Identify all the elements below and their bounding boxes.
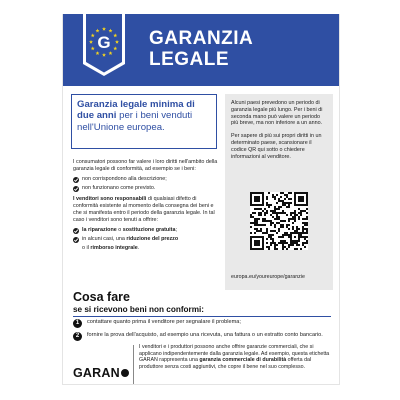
bullet-text [82,227,177,234]
logo-mark-icon [121,369,129,377]
seller-rest: di qualsiasi difetto di conformità esistente al momento della consegna dei beni e che si manifesta entro il periodo della garanzia legale. In tal caso i venditori sono tenuti a offrire: [73,196,215,223]
longer-period-paragraph: Alcuni paesi prevedono un periodo di garanzia legale più lungo. Per i beni di seconda mano può valere un periodo più breve, ma non inferiore a un anno. [231,100,323,127]
seller-paragraph [73,196,219,224]
bullet-text [82,245,139,252]
bullet-bold: riduzione del prezzo [126,236,179,242]
list-item [73,332,331,341]
check-icon [73,186,79,192]
intro-box [71,94,217,149]
list-item [73,185,219,192]
garan-logo [73,366,129,384]
bullet-mid: o [116,227,123,233]
footer-text-bold: garanzia commerciale di durabilità [199,357,287,364]
logo-text: GARAN [73,366,120,380]
step-text: fornire la prova dell'acquisto, ad esempio una ricevuta, una fattura o un estratto conto bancario. [87,332,323,338]
seller-lead: I venditori sono responsabili [73,196,147,202]
footer-text-a: I venditori e i produttori possono anche offrire garanzie commerciali, che si applicano indipendentemente dalla garanzia legale. Ad esempio, questa etichetta GARAN rappresenta una [139,344,330,364]
bullet-mid: in alcuni casi, una [82,236,127,242]
list-item [73,236,219,243]
bullet-text: non corrispondono alla descrizione; [82,176,167,182]
intro-bold: Garanzia legale minima di due anni [77,99,195,122]
section-divider [73,316,331,317]
title-line-1: GARANZIA [149,28,254,49]
list-item [73,245,219,252]
footer-divider [133,345,134,384]
commercial-guarantee-text [139,344,331,371]
bullet-tail: ; [175,227,177,233]
info-panel [225,94,333,290]
list-item [73,227,219,234]
check-icon [73,177,79,183]
emblem-letter: G [97,33,111,52]
section-title: Cosa fare [73,290,130,304]
check-icon [73,228,79,234]
title-line-2: LEGALE [149,49,230,70]
footer-text-c: offerta dal produttore senza costi aggiuntivi, che copre il bene nel suo complesso. [139,357,312,371]
bullet-tail: . [137,245,140,251]
rights-paragraph: I consumatori possono far valere i loro diritti nell'ambito della garanzia legale di conformità, ad esempio se i beni: [73,159,218,172]
eu-stars-shield-icon [81,14,127,78]
step-number-icon: 1 [73,319,82,328]
header-banner [63,14,339,86]
bullet-bold: la riparazione [82,227,117,233]
bullet-text [82,236,178,243]
page-title [149,28,253,70]
info-url-link[interactable]: europa.eu/youreurope/garanzie [231,274,305,280]
step-text: contattare quanto prima il venditore per segnalare il problema; [87,319,241,325]
intro-normal: per i beni venduti nell'Unione europea. [77,110,193,133]
section-subtitle: se si ricevono beni non conformi: [73,305,205,314]
list-item [73,176,219,183]
bullet-text: non funzionano come previsto. [82,185,156,191]
bullet-bold: sostituzione gratuita [122,227,176,233]
list-item [73,319,331,328]
guarantee-notice-sheet [62,14,340,385]
left-column [73,159,219,254]
step-number-icon: 2 [73,332,82,341]
qr-instructions: Per sapere di più sui propri diritti in un determinato paese, scansionare il codice QR qui sotto o chiedere informazioni al venditore. [231,133,322,160]
steps-list [73,319,331,345]
check-icon [73,237,79,243]
qr-code[interactable] [250,192,308,250]
bullet-mid: o il [82,245,91,251]
bullet-spacer [73,246,79,252]
bullet-bold: rimborso integrale [90,245,138,251]
